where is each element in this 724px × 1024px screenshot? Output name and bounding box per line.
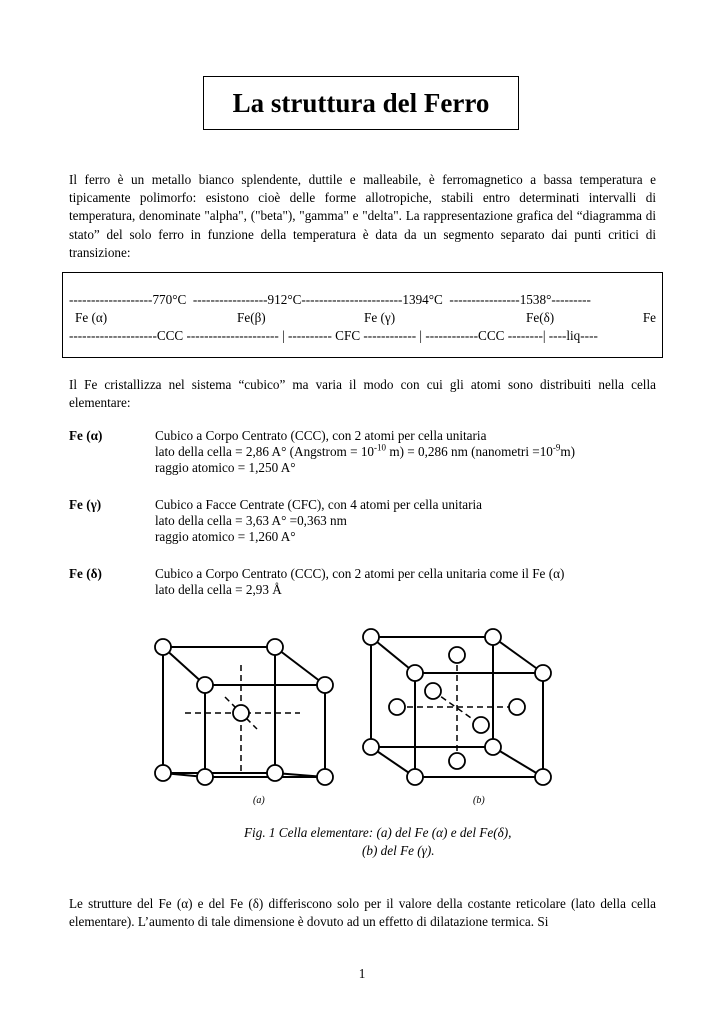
phase-label-alpha: Fe (α): [75, 310, 108, 325]
entry-description: [155, 566, 669, 598]
entry-phase-label: Fe (δ): [69, 566, 102, 581]
caption-line: (b) del Fe (γ).: [362, 843, 435, 858]
phase-label-liquid: Fe: [642, 310, 656, 325]
entry-line: Cubico a Corpo Centrato (CCC), con 2 atomi per cella unitaria come il Fe (α): [155, 566, 565, 581]
figure-label-a: (a): [253, 795, 265, 806]
phase-label-beta: Fe(β): [237, 310, 266, 325]
cubic-intro-paragraph: Il Fe cristallizza nel sistema “cubico” ma varia il modo con cui gli atomi sono distribuiti nella cella elementare:: [69, 377, 656, 411]
entry-line: lato della cella = 2,86 A° (Angstrom = $10^{-10}$ m) = 0,286 nm (nanometri $=10^{-9}m$): [155, 442, 576, 459]
figure-caption: [244, 824, 511, 860]
entry-line: raggio atomico = 1,260 A°: [155, 529, 296, 544]
fcc-cell-drawing: [363, 629, 551, 785]
entry-line: Cubico a Facce Centrate (CFC), con 4 atomi per cella unitaria: [155, 497, 483, 512]
phase-temperature-line: -------------------770°C -----------------912°C-----------------------1394°C ----------------1538°---------: [69, 292, 591, 307]
entry-description: [155, 428, 669, 476]
entry-phase-label: Fe (α): [69, 428, 103, 443]
entry-phase-label: Fe (γ): [69, 497, 102, 512]
bcc-cell-drawing: [155, 639, 333, 785]
figure-label-b: (b): [473, 795, 485, 806]
entry-description: [155, 497, 669, 545]
unit-cell-drawings: [145, 625, 565, 810]
closing-paragraph: Le strutture del Fe (α) e del Fe (δ) differiscono solo per il valore della costante reticolare (lato della cella elementare). L’aumento di tale dimensione è dovuto ad un effetto di dilatazione termica. Si: [69, 896, 656, 930]
phase-label-delta: Fe(δ): [526, 310, 555, 325]
page-title: La struttura del Ferro: [203, 76, 519, 130]
entry-line: lato della cella = 3,63 A° =0,363 nm: [155, 513, 347, 528]
phase-structure-line: --------------------CCC --------------------- | ---------- CFC ------------ | ------------CCC --------| ----liq----: [69, 328, 598, 343]
caption-line: Fig. 1 Cella elementare: (a) del Fe (α) e del Fe(δ),: [244, 825, 512, 840]
entry-line: Cubico a Corpo Centrato (CCC), con 2 atomi per cella unitaria: [155, 428, 487, 443]
entry-line: lato della cella = 2,93 Å: [155, 582, 282, 597]
phase-label-gamma: Fe (γ): [364, 310, 396, 325]
unit-cell-figure: [145, 625, 565, 810]
entry-line: raggio atomico = 1,250 A°: [155, 460, 296, 475]
page-number: 1: [358, 966, 366, 981]
phase-diagram-box: [62, 272, 663, 358]
intro-paragraph: Il ferro è un metallo bianco splendente, duttile e malleabile, è ferromagnetico a bassa temperatura e tipicamente polimorfo: esistono cioè delle forme allotropiche, stabili entro determinati intervalli di temperatura, denominate "alpha", ("beta"), "gamma" e "delta". La rappresentazione grafica del “diagramma di stato” del solo ferro in funzione della temperatura è data da un segmento separato dai punti critici di transizione:: [69, 172, 656, 260]
